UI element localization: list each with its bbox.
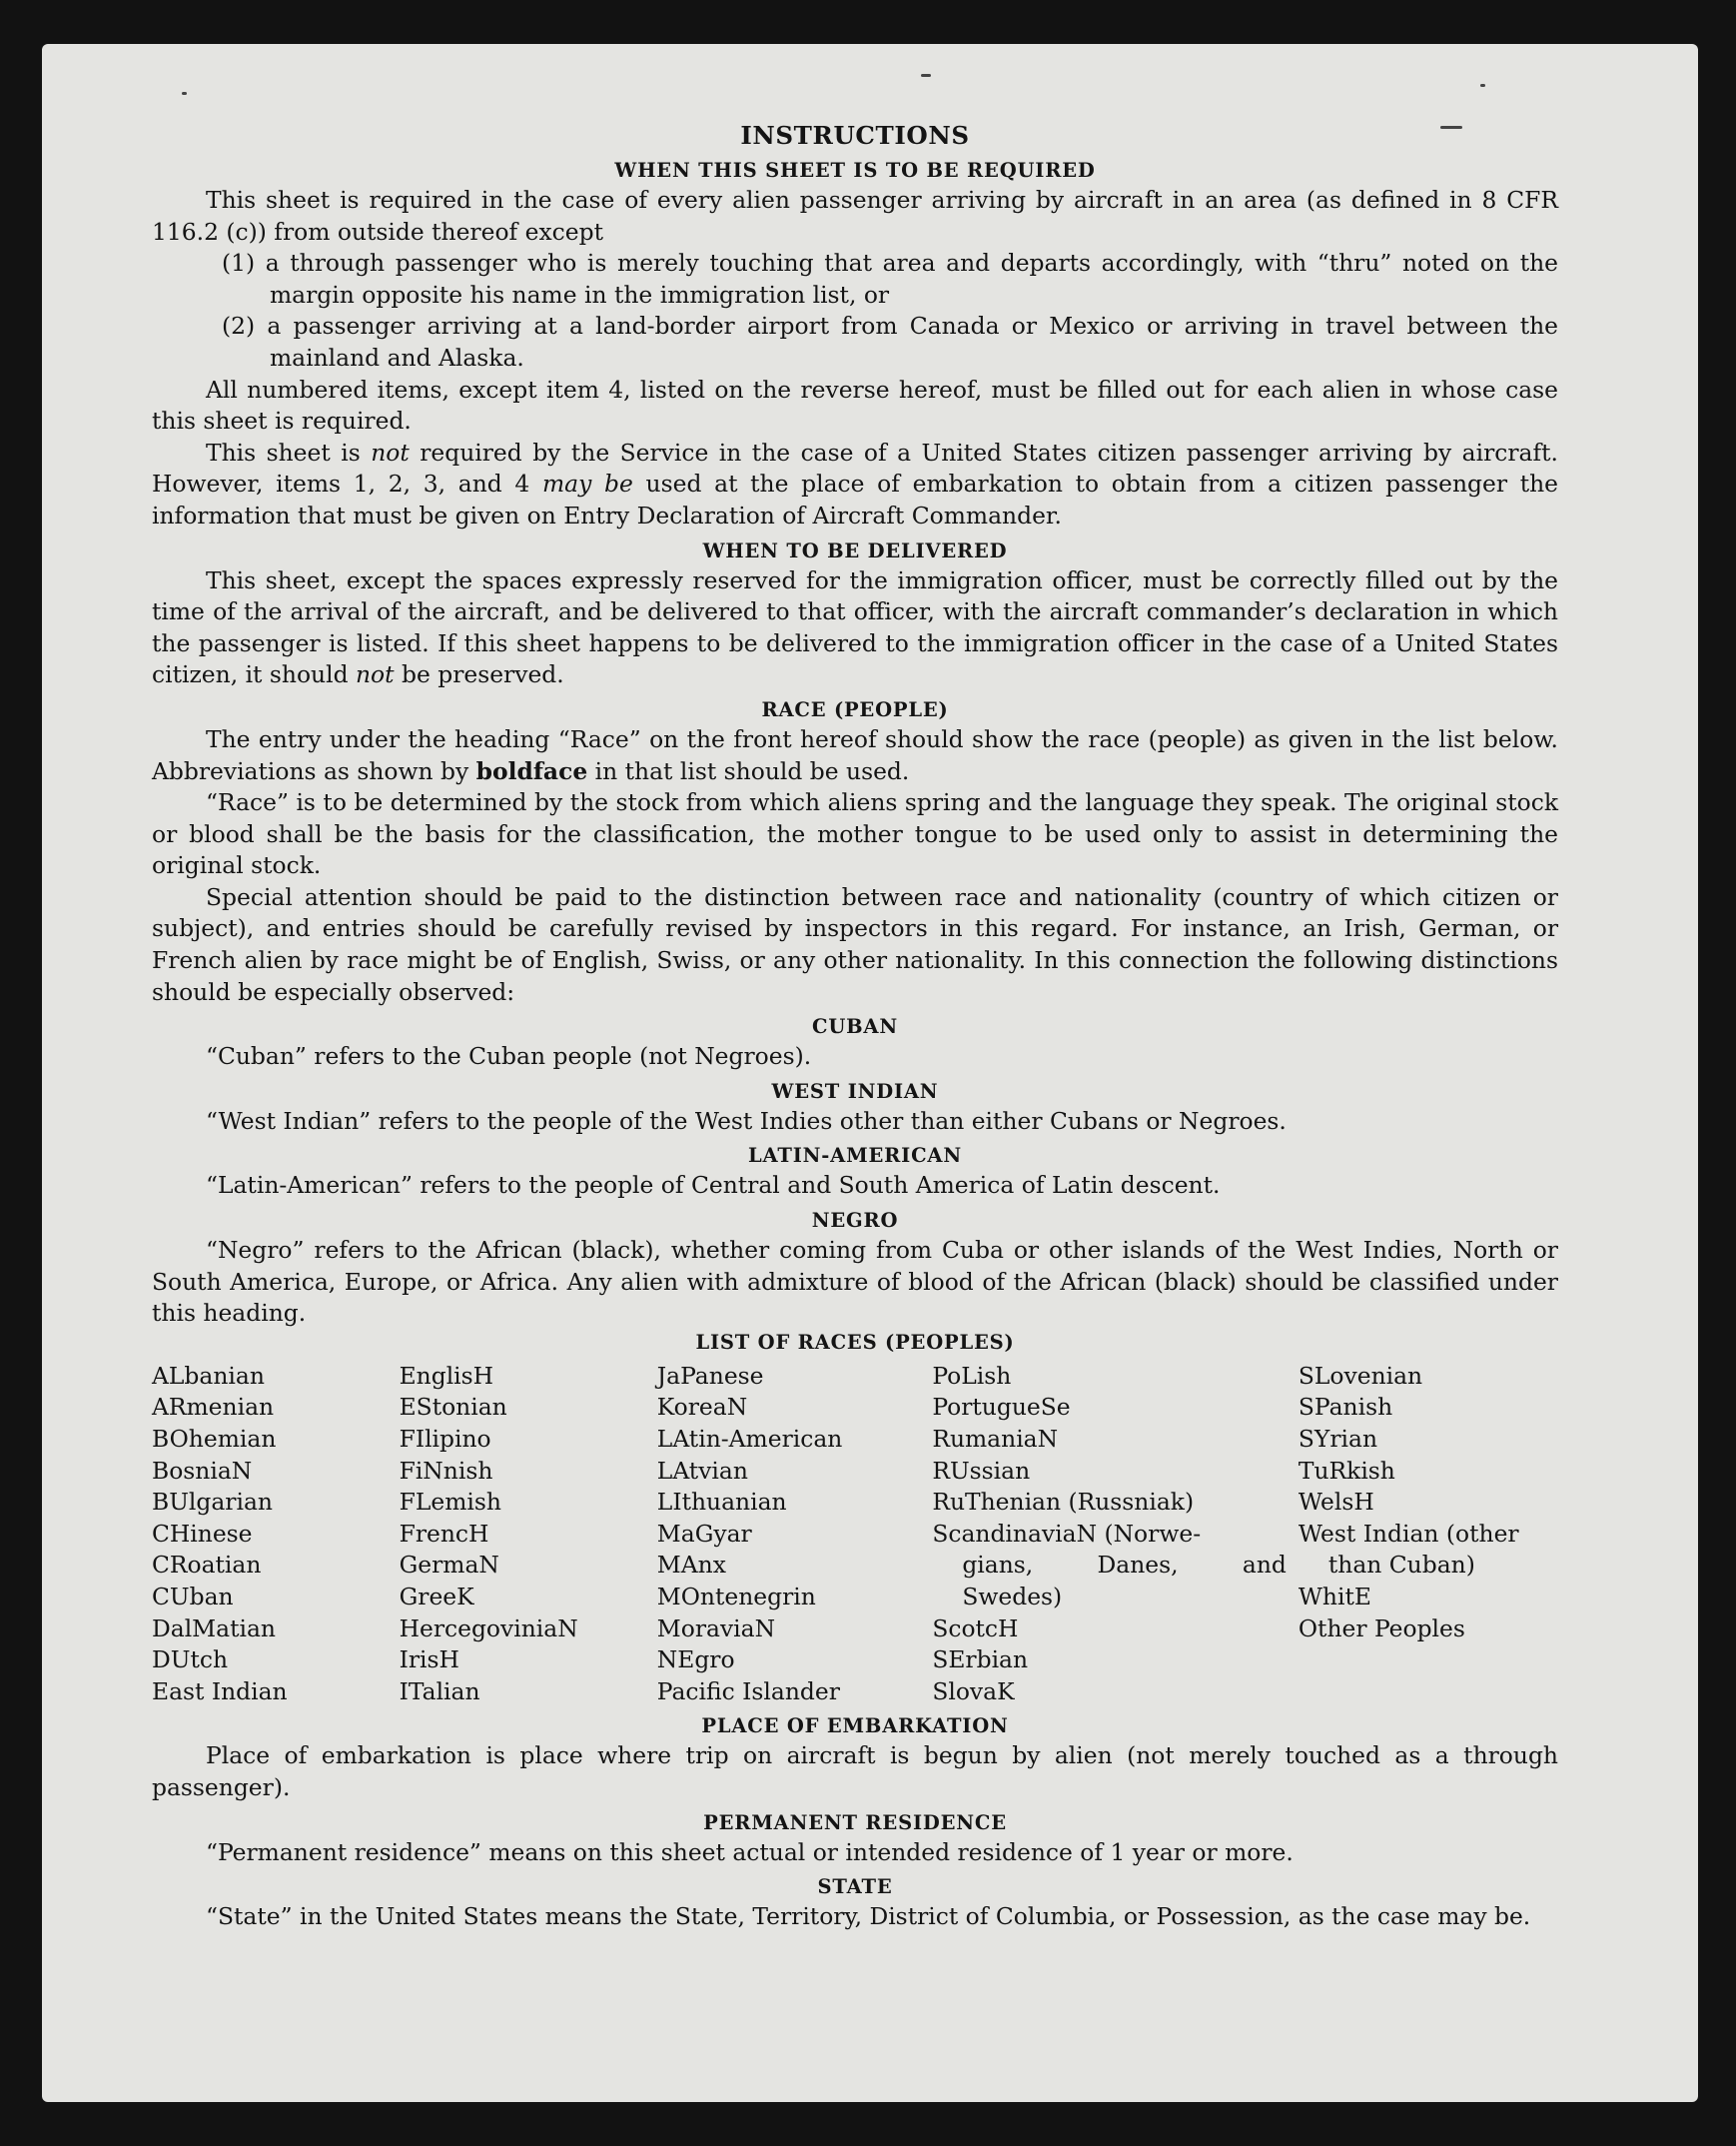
list-item: SPanish: [1298, 1393, 1393, 1422]
text-run: This sheet is: [206, 438, 372, 467]
paragraph-latin-american: “Latin-American” refers to the people of Central and South America of Latin descent.: [206, 1171, 1221, 1200]
italic-run: not: [355, 660, 395, 689]
list-item: NEgro: [656, 1645, 735, 1674]
race-group: [932, 1613, 1287, 1708]
list-item: FIlipino: [399, 1425, 491, 1453]
paragraph-embarkation: Place of embarkation is place where trip on aircraft is begun by alien (not merely touched as a through passenger).: [152, 1741, 1558, 1801]
heading-embarkation: PLACE OF EMBARKATION: [701, 1714, 1009, 1738]
heading-state: STATE: [817, 1875, 893, 1899]
list-item: IrisH: [399, 1645, 459, 1674]
text-run: used at the place of embarkation to obtain from a citizen passenger the information that must be given on Entry Declaration of Aircraft Commander.: [152, 470, 1559, 530]
text-run: in that list should be used.: [587, 756, 910, 785]
list-item: SLovenian: [1298, 1361, 1423, 1390]
scan-speck: [1480, 84, 1485, 87]
list-item: Other Peoples: [1298, 1613, 1465, 1642]
paragraph-west-indian: “West Indian” refers to the people of the West Indies other than either Cubans or Negroes.: [206, 1106, 1287, 1135]
heading-when-required: WHEN THIS SHEET IS TO BE REQUIRED: [614, 159, 1096, 182]
heading-cuban: CUBAN: [812, 1015, 898, 1039]
list-item: SYrian: [1298, 1425, 1378, 1453]
list-item: RumaniaN: [932, 1425, 1059, 1453]
text-run: gians,: [962, 1551, 1034, 1580]
list-item-continuation: Swedes): [962, 1582, 1063, 1610]
italic-run: not: [371, 438, 410, 467]
scan-speck: [921, 74, 931, 77]
list-item: EStonian: [399, 1393, 507, 1422]
list-item: HercegoviniaN: [399, 1613, 578, 1642]
list-item: FrencH: [399, 1519, 489, 1548]
exception-item-2: (2) a passenger arriving at a land-border airport from Canada or Mexico or arriving in travel between the mainland and Alaska.: [222, 312, 1558, 372]
races-column-5: [1299, 1361, 1558, 1708]
list-item: PortugueSe: [932, 1393, 1071, 1422]
list-item: BosniaN: [152, 1456, 253, 1485]
paragraph-citizen: [152, 438, 1558, 533]
list-item: CUban: [152, 1582, 234, 1610]
list-item: LAtin-American: [656, 1425, 843, 1453]
paragraph-state: “State” in the United States means the State, Territory, District of Columbia, or Possession, as the case may be.: [206, 1902, 1531, 1931]
text-run: Danes,: [1097, 1551, 1179, 1580]
races-column-1: [152, 1361, 400, 1708]
text-run: and: [1242, 1551, 1287, 1580]
heading-latin-american: LATIN-AMERICAN: [748, 1144, 962, 1168]
list-item: BUlgarian: [152, 1488, 273, 1517]
race-group: [1299, 1582, 1558, 1644]
list-item: MOntenegrin: [656, 1582, 816, 1610]
text-run: This sheet, except the spaces expressly reserved for the immigration officer, must be correctly filled out by the time of the arrival of the aircraft, and be delivered to that officer, with the aircraft commander’s declaration in which the passenger is listed. If this sheet happens to be delivered to the immigration officer in the case of a United States citizen, it should: [152, 565, 1558, 689]
list-item: DalMatian: [152, 1613, 276, 1642]
paragraph-required: This sheet is required in the case of every alien passenger arriving by aircraft in an area (as defined in 8 CFR 116.2 (c)) from outside thereof except: [152, 186, 1558, 246]
list-item: ScotcH: [932, 1613, 1019, 1642]
list-item: PoLish: [932, 1361, 1012, 1390]
text-run: The entry under the heading “Race” on the front hereof should show the race (people) as given in the list below. Abbreviations as shown by: [152, 724, 1558, 785]
list-item: FiNnish: [399, 1456, 493, 1485]
list-item: MaGyar: [656, 1519, 752, 1548]
races-column-3: [657, 1361, 933, 1708]
list-item: EnglisH: [399, 1361, 494, 1390]
list-item: DUtch: [152, 1645, 229, 1674]
scan-speck: [1440, 126, 1462, 129]
paragraph-cuban: “Cuban” refers to the Cuban people (not Negroes).: [206, 1042, 812, 1071]
paragraph-delivered: [152, 565, 1558, 691]
list-item: RuThenian (Russniak): [932, 1488, 1195, 1517]
races-list: [152, 1361, 1558, 1708]
list-item: Pacific Islander: [656, 1676, 840, 1705]
list-item: SErbian: [932, 1645, 1029, 1674]
bold-run: boldface: [475, 756, 588, 785]
list-item-continuation: [932, 1550, 1287, 1582]
paragraph-numbered-items: All numbered items, except item 4, listed on the reverse hereof, must be filled out for each alien in whose case this sheet is required.: [152, 375, 1558, 436]
document-page: [42, 44, 1698, 2102]
list-item: LIthuanian: [656, 1488, 787, 1517]
races-column-2: [400, 1361, 657, 1708]
races-column-4: [932, 1361, 1299, 1708]
list-item: KoreaN: [656, 1393, 748, 1422]
list-item: TuRkish: [1298, 1456, 1395, 1485]
list-item-continuation: than Cuban): [1327, 1551, 1475, 1580]
exception-item-1: (1) a through passenger who is merely touching that area and departs accordingly, with “thru” noted on the margin opposite his name in the immigration list, or: [222, 249, 1558, 309]
scan-speck: [182, 92, 187, 95]
list-item: GermaN: [399, 1551, 499, 1580]
paragraph-permanent-residence: “Permanent residence” means on this sheet actual or intended residence of 1 year or more.: [206, 1837, 1294, 1866]
list-item: FLemish: [399, 1488, 501, 1517]
list-item: ScandinaviaN (Norwe-: [932, 1519, 1202, 1548]
list-item: BOhemian: [152, 1425, 277, 1453]
list-item: JaPanese: [656, 1361, 764, 1390]
list-item: MAnx: [656, 1551, 726, 1580]
list-item: LAtvian: [656, 1456, 748, 1485]
italic-run: may be: [542, 470, 633, 499]
list-item: CRoatian: [152, 1551, 262, 1580]
list-item: ITalian: [399, 1676, 480, 1705]
text-run: required by the Service in the case of a United States citizen passenger arriving by aircraft. However, items 1, 2, 3, and 4: [152, 438, 1558, 499]
list-item: ALbanian: [152, 1361, 265, 1390]
heading-race: RACE (PEOPLE): [761, 697, 949, 721]
list-item: ARmenian: [152, 1393, 275, 1422]
list-item: West Indian (other: [1298, 1519, 1519, 1548]
heading-negro: NEGRO: [811, 1209, 899, 1233]
list-item: GreeK: [399, 1582, 474, 1610]
list-item: WhitE: [1298, 1582, 1371, 1610]
text-run: be preserved.: [394, 660, 564, 689]
paragraph-negro: “Negro” refers to the African (black), whether coming from Cuba or other islands of the West Indies, North or South America, Europe, or Africa. Any alien with admixture of blood of the African (black) should be classified under this heading.: [152, 1236, 1558, 1328]
heading-west-indian: WEST INDIAN: [771, 1079, 939, 1103]
heading-when-delivered: WHEN TO BE DELIVERED: [702, 538, 1008, 562]
list-item: SlovaK: [932, 1676, 1015, 1705]
race-group: [1299, 1361, 1558, 1519]
paragraph-race-entry: [152, 724, 1558, 787]
heading-permanent-residence: PERMANENT RESIDENCE: [703, 1810, 1007, 1834]
list-item: RUssian: [932, 1456, 1031, 1485]
race-group: [932, 1361, 1287, 1519]
list-item: CHinese: [152, 1519, 253, 1548]
list-item: MoraviaN: [656, 1613, 776, 1642]
list-item: WelsH: [1298, 1488, 1374, 1517]
list-item: East Indian: [152, 1676, 288, 1705]
paragraph-race-stock: “Race” is to be determined by the stock from which aliens spring and the language they speak. The original stock or blood shall be the basis for the classification, the mother tongue to be used only to assist in determining the original stock.: [152, 788, 1558, 880]
paragraph-race-nationality: Special attention should be paid to the distinction between race and nationality (country of which citizen or subject), and entries should be carefully revised by inspectors in this regard. For instance, an Irish, German, or French alien by race might be of English, Swiss, or any other nationality. In this connection the following distinctions should be especially observed:: [152, 882, 1558, 1006]
page-title: INSTRUCTIONS: [740, 121, 970, 150]
heading-list-of-races: LIST OF RACES (PEOPLES): [695, 1330, 1015, 1354]
